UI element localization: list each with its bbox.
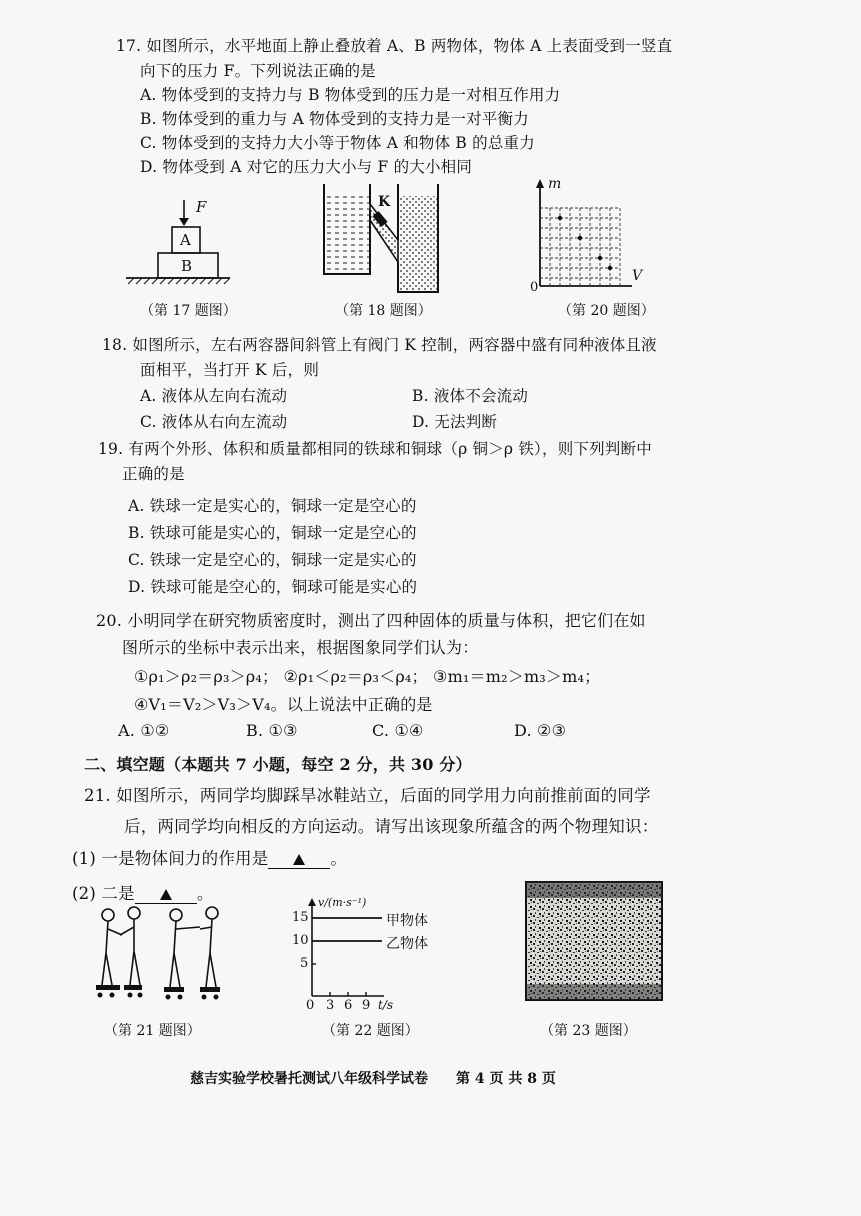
- figure-21-drawing: [92, 905, 242, 1005]
- q19-option-c: C. 铁球一定是空心的，铜球一定是实心的: [128, 551, 417, 569]
- valve-k-label: K: [378, 194, 391, 210]
- q17-option-c: C. 物体受到的支持力大小等于物体 A 和物体 B 的总重力: [140, 134, 535, 152]
- q20-option-b: B. ①③: [246, 721, 298, 740]
- q18-option-a: A. 液体从左向右流动: [140, 387, 288, 405]
- q17-stem-line2: 向下的压力 F。下列说法正确的是: [140, 62, 376, 80]
- answer-blank-1[interactable]: [268, 849, 330, 869]
- fig22-xtick-9: 9: [362, 998, 371, 1013]
- caption-fig23: （第 23 题图）: [540, 1023, 637, 1039]
- q20-option-c: C. ①④: [372, 721, 424, 740]
- fig22-ytick-15: 15: [292, 910, 309, 925]
- q20-option-a: A. ①②: [118, 721, 170, 740]
- fig22-ytick-5: 5: [300, 956, 309, 971]
- caption-fig17: （第 17 题图）: [140, 303, 237, 319]
- figure-17: [124, 196, 234, 292]
- figure-23-photo: [524, 880, 664, 1002]
- q21-blank2-prefix: (2) 二是: [72, 884, 135, 903]
- caption-fig21: （第 21 题图）: [104, 1023, 201, 1039]
- footer-title: 慈吉实验学校暑托测试八年级科学试卷: [190, 1071, 428, 1087]
- figure-18: [318, 182, 446, 294]
- fig22-xtick-6: 6: [344, 998, 353, 1013]
- fig22-xtick-0: 0: [306, 998, 315, 1013]
- fig22-xtick-3: 3: [326, 998, 335, 1013]
- block-b-label: B: [181, 257, 193, 275]
- q21-blank1-prefix: (1) 一是物体间力的作用是: [72, 849, 269, 868]
- figure-22-drawing: [290, 896, 470, 1012]
- fig22-xlabel: t/s: [378, 998, 394, 1012]
- q18-option-d: D. 无法判断: [412, 413, 498, 431]
- footer-page-number: 第 4 页 共 8 页: [456, 1071, 556, 1087]
- figure-20: [528, 176, 652, 296]
- origin-label: 0: [530, 280, 539, 295]
- q21-blank1-suffix: 。: [330, 849, 348, 868]
- q17-stem-line1: 17. 如图所示，水平地面上静止叠放着 A、B 两物体，物体 A 上表面受到一竖直: [116, 37, 673, 55]
- q18-option-b: B. 液体不会流动: [412, 387, 529, 405]
- section-2-heading: 二、填空题（本题共 7 小题，每空 2 分，共 30 分）: [84, 755, 472, 774]
- answer-blank-2[interactable]: [135, 884, 197, 904]
- q20-option-d: D. ②③: [514, 721, 567, 740]
- q21-blank2-line: [72, 880, 214, 904]
- caption-fig20: （第 20 题图）: [558, 303, 655, 319]
- q19-stem-line2: 正确的是: [122, 465, 185, 483]
- q20-stem-line2: 图所示的坐标中表示出来，根据图象同学们认为：: [122, 638, 479, 657]
- q19-stem-line1: 19. 有两个外形、体积和质量都相同的铁球和铜球（ρ 铜＞ρ 铁），则下列判断中: [98, 440, 652, 458]
- figure-22: [290, 896, 470, 1012]
- caption-fig22: （第 22 题图）: [322, 1023, 419, 1039]
- axis-m-label: m: [548, 176, 562, 192]
- q20-statements-line1: ①ρ₁＞ρ₂＝ρ₃＞ρ₄； ②ρ₁＜ρ₂＝ρ₃＜ρ₄； ③m₁＝m₂＞m₃＞m₄；: [134, 667, 601, 686]
- figure-21: [92, 905, 242, 1005]
- q21-blank1-line: [72, 845, 347, 869]
- q21-stem-line2: 后，两同学均向相反的方向运动。请写出该现象所蕴含的两个物理知识：: [124, 817, 659, 836]
- fig22-ylabel: v/(m·s⁻¹): [318, 896, 367, 909]
- block-a-label: A: [180, 231, 191, 249]
- fig22-series-yi: 乙物体: [386, 936, 428, 952]
- q19-option-d: D. 铁球可能是空心的，铜球可能是实心的: [128, 578, 418, 596]
- q18-stem-line1: 18. 如图所示，左右两容器间斜管上有阀门 K 控制，两容器中盛有同种液体且液: [102, 336, 657, 354]
- answer-marker-icon: [160, 889, 172, 900]
- q19-option-b: B. 铁球可能是实心的，铜球一定是空心的: [128, 524, 417, 542]
- q19-option-a: A. 铁球一定是实心的，铜球一定是空心的: [128, 497, 417, 515]
- force-label: F: [196, 198, 207, 216]
- q17-option-d: D. 物体受到 A 对它的压力大小与 F 的大小相同: [140, 158, 473, 176]
- q18-stem-line2: 面相平，当打开 K 后，则: [140, 361, 320, 379]
- q17-option-b: B. 物体受到的重力与 A 物体受到的支持力是一对平衡力: [140, 110, 529, 128]
- caption-fig18: （第 18 题图）: [335, 303, 432, 319]
- fig22-ytick-10: 10: [292, 933, 309, 948]
- q18-option-c: C. 液体从右向左流动: [140, 413, 288, 431]
- q20-statements-line2: ④V₁＝V₂＞V₃＞V₄。以上说法中正确的是: [134, 695, 433, 714]
- q21-blank2-suffix: 。: [196, 884, 214, 903]
- q20-stem-line1: 20. 小明同学在研究物质密度时，测出了四种固体的质量与体积，把它们在如: [96, 611, 646, 630]
- fig22-series-jia: 甲物体: [386, 913, 428, 929]
- figure-17-drawing: [124, 196, 234, 292]
- q17-option-a: A. 物体受到的支持力与 B 物体受到的压力是一对相互作用力: [140, 86, 561, 104]
- answer-marker-icon: [293, 854, 305, 865]
- figure-23: [524, 880, 664, 1002]
- axis-v-label: V: [632, 268, 643, 284]
- q21-stem-line1: 21. 如图所示，两同学均脚踩旱冰鞋站立，后面的同学用力向前推前面的同学: [84, 786, 651, 805]
